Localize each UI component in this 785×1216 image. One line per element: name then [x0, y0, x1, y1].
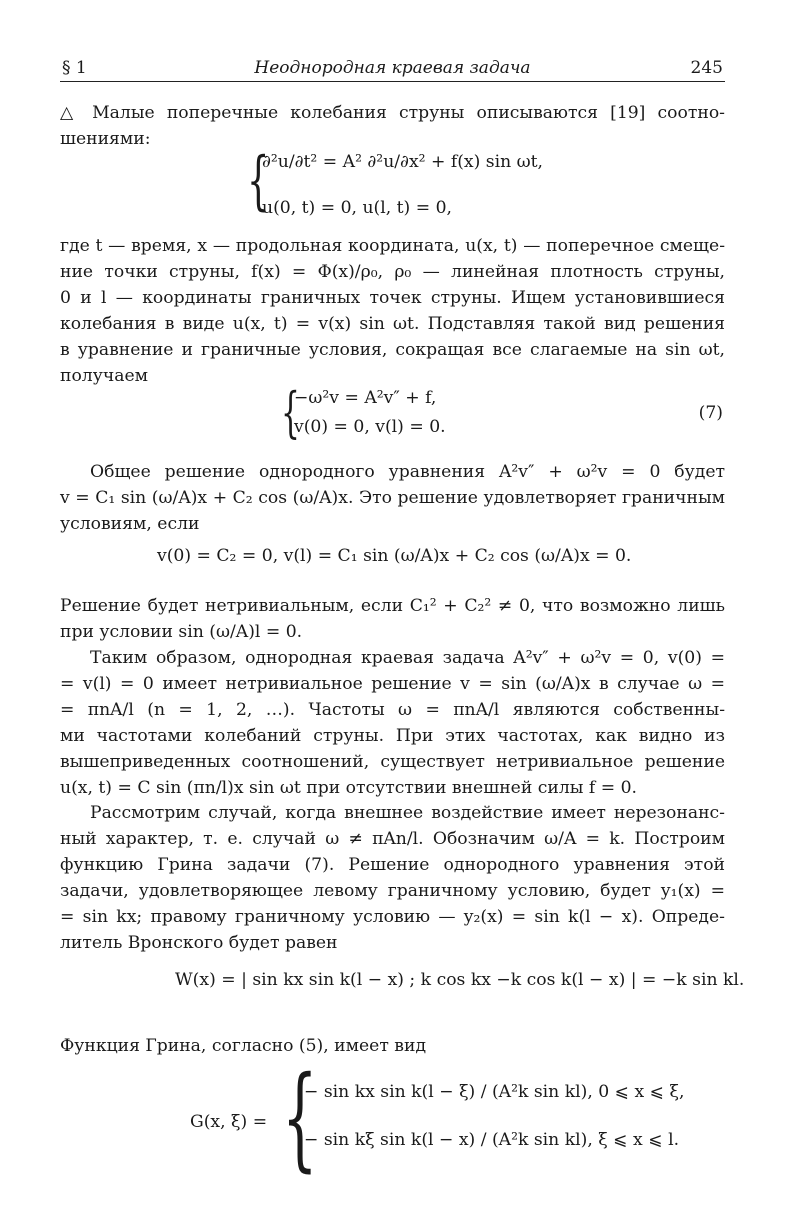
- text-line: v = C₁ sin (ω/A)x + C₂ cos (ω/A)x. Это решение удовлетворяет граничным: [60, 488, 725, 508]
- text-line: ный характер, т. е. случай ω ≠ πAn/l. Обозначим ω/A = k. Построим: [60, 829, 725, 849]
- equation-wronskian: [175, 970, 744, 990]
- paragraph-intro: [60, 100, 725, 152]
- text-line: = πnA/l (n = 1, 2, …). Частоты ω = πnA/l являются собственны-: [60, 700, 725, 720]
- text-line: в уравнение и граничные условия, сокращая все слагаемые на sin ωt,: [60, 340, 725, 360]
- equation-text: G(x, ξ) =: [190, 1112, 268, 1132]
- equation-wave-row1: [262, 152, 543, 172]
- text-line: Общее решение однородного уравнения A²v″ + ω²v = 0 будет: [90, 462, 725, 482]
- text-line: литель Вронского будет равен: [60, 933, 338, 953]
- text-line: △ Малые поперечные колебания струны описываются [19] соотно-: [60, 103, 725, 123]
- equation-wave-row2: [262, 198, 452, 218]
- text-line: условиям, если: [60, 514, 200, 534]
- header-title: Неоднородная краевая задача: [254, 58, 531, 78]
- equation-text: − sin kξ sin k(l − x) / (A²k sin kl), ξ ⩽ x ⩽ l.: [304, 1130, 680, 1150]
- equation-text: u(0, t) = 0, u(l, t) = 0,: [262, 198, 452, 218]
- text-line: получаем: [60, 366, 148, 386]
- text-line: ми частотами колебаний струны. При этих частотах, как видно из: [60, 726, 725, 746]
- left-brace: {: [247, 144, 270, 218]
- text-line: Решение будет нетривиальным, если C₁² + C₂² ≠ 0, что возможно лишь: [60, 596, 725, 616]
- text-line: функцию Грина задачи (7). Решение однородного уравнения этой: [60, 855, 725, 875]
- text-line: Таким образом, однородная краевая задача A²v″ + ω²v = 0, v(0) =: [90, 648, 725, 668]
- green-function-lhs: [190, 1112, 267, 1132]
- paragraph-general-solution: [60, 459, 725, 537]
- paragraph-green-construction: [60, 800, 725, 956]
- section-number: § 1: [62, 58, 87, 78]
- text-line: u(x, t) = C sin (πn/l)x sin ωt при отсутствии внешней силы f = 0.: [60, 778, 637, 798]
- page-number: 245: [690, 58, 723, 78]
- text-line: где t — время, x — продольная координата, u(x, t) — поперечное смеще-: [60, 236, 725, 256]
- paragraph-eigenfrequencies: [60, 645, 725, 801]
- paragraph-green-function: [60, 1033, 725, 1059]
- text-line: шениями:: [60, 129, 151, 149]
- equation-text: − sin kx sin k(l − ξ) / (A²k sin kl), 0 ⩽ x ⩽ ξ,: [304, 1082, 685, 1102]
- running-header: [60, 55, 725, 82]
- text-line: = sin kx; правому граничному условию — y₂(x) = sin k(l − x). Опреде-: [60, 907, 725, 927]
- paragraph-nontrivial: [60, 593, 725, 645]
- left-brace: {: [281, 381, 300, 444]
- green-function-row2: [304, 1130, 679, 1150]
- equation-text: −ω²v = A²v″ + f,: [294, 388, 437, 408]
- equation-text: ∂²u/∂t² = A² ∂²u/∂x² + f(x) sin ωt,: [262, 152, 544, 172]
- text-line: задачи, удовлетворяющее левому граничному условию, будет y₁(x) =: [60, 881, 725, 901]
- text-line: при условии sin (ω/A)l = 0.: [60, 622, 303, 642]
- equation-7-row1: [294, 388, 436, 408]
- text-line: = v(l) = 0 имеет нетривиальное решение v = sin (ω/A)x в случае ω =: [60, 674, 725, 694]
- green-function-row1: [304, 1082, 684, 1102]
- equation-boundary-conditions: [157, 546, 631, 566]
- text-line: Функция Грина, согласно (5), имеет вид: [60, 1036, 427, 1056]
- text-line: колебания в виде u(x, t) = v(x) sin ωt. Подставляя такой вид решения: [60, 314, 725, 334]
- paragraph-definitions: [60, 233, 725, 389]
- text-line: ние точки струны, f(x) = Φ(x)/ρ₀, ρ₀ — линейная плотность струны,: [60, 262, 725, 282]
- text-line: вышеприведенных соотношений, существует нетривиальное решение: [60, 752, 725, 772]
- equation-text: v(0) = 0, v(l) = 0.: [294, 417, 446, 437]
- equation-number: (7): [698, 403, 723, 423]
- text-line: 0 и l — координаты граничных точек струны. Ищем установившиеся: [60, 288, 725, 308]
- left-brace: {: [282, 1053, 318, 1183]
- equation-text: W(x) = | sin kx sin k(l − x) ; k cos kx −k cos k(l − x) | = −k sin kl.: [175, 970, 745, 990]
- text-line: Рассмотрим случай, когда внешнее воздействие имеет нерезонанс-: [90, 803, 725, 823]
- equation-7-row2: [294, 417, 446, 437]
- equation-text: v(0) = C₂ = 0, v(l) = C₁ sin (ω/A)x + C₂ cos (ω/A)x = 0.: [157, 546, 632, 566]
